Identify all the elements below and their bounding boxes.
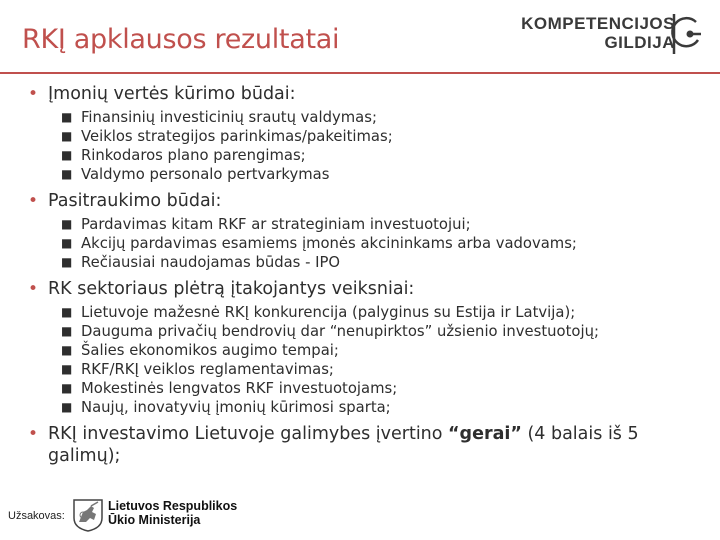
sub-list <box>28 108 708 184</box>
logo-line-1: KOMPETENCIJOS <box>521 14 675 33</box>
square-bullet-icon: ■ <box>61 110 73 124</box>
section-heading: Pasitraukimo būdai: <box>48 191 222 211</box>
section-growth-factors <box>28 278 708 417</box>
square-bullet-icon: ■ <box>61 129 73 143</box>
section-conclusion <box>28 423 708 467</box>
bullet-dot: • <box>28 279 39 299</box>
square-bullet-icon: ■ <box>61 324 73 338</box>
square-bullet-icon: ■ <box>61 305 73 319</box>
list-item: ■ Lietuvoje mažesnė RKĮ konkurencija (palyginus su Estija ir Latvija); <box>61 304 576 321</box>
kompetencijos-gildija-logo <box>500 14 705 56</box>
square-bullet-icon: ■ <box>61 381 73 395</box>
logo-line-2: GILDIJA <box>604 33 675 52</box>
title-divider <box>0 72 720 74</box>
bullet-dot: • <box>28 424 39 444</box>
slide-content <box>28 83 708 467</box>
logo-mark-icon <box>668 12 704 56</box>
square-bullet-icon: ■ <box>61 236 73 250</box>
list-item: ■ Rečiausiai naudojamas būdas - IPO <box>61 254 341 271</box>
square-bullet-icon: ■ <box>61 217 73 231</box>
sub-list <box>28 215 708 272</box>
vytis-crest-icon <box>72 498 104 532</box>
square-bullet-icon: ■ <box>61 148 73 162</box>
list-item: ■ Valdymo personalo pertvarkymas <box>61 166 330 183</box>
square-bullet-icon: ■ <box>61 362 73 376</box>
rating-value: “gerai” <box>448 424 522 444</box>
section-heading: RK sektoriaus plėtrą įtakojantys veiksniai: <box>48 279 415 299</box>
sub-list <box>28 303 708 417</box>
square-bullet-icon: ■ <box>61 400 73 414</box>
list-item: ■ Veiklos strategijos parinkimas/pakeitimas; <box>61 128 393 145</box>
bullet-dot: • <box>28 84 39 104</box>
conclusion-text: RKĮ investavimo Lietuvoje galimybes įvertino “gerai” (4 balais iš 5 galimų); <box>48 424 639 466</box>
list-item: ■ Dauguma privačių bendrovių dar “nenupirktos” užsienio investuotojų; <box>61 323 599 340</box>
bullet-dot: • <box>28 191 39 211</box>
list-item: ■ Rinkodaros plano parengimas; <box>61 147 306 164</box>
slide-title: RKĮ apklausos rezultatai <box>22 24 340 55</box>
section-heading: Įmonių vertės kūrimo būdai: <box>48 84 296 104</box>
client-label: Užsakovas: <box>8 510 65 522</box>
ministry-name: Lietuvos Respublikos Ūkio Ministerija <box>108 499 238 527</box>
list-item: ■ Šalies ekonomikos augimo tempai; <box>61 342 339 359</box>
square-bullet-icon: ■ <box>61 343 73 357</box>
list-item: ■ Pardavimas kitam RKF ar strateginiam investuotojui; <box>61 216 471 233</box>
list-item: ■ Mokestinės lengvatos RKF investuotojams; <box>61 380 398 397</box>
list-item: ■ Akcijų pardavimas esamiems įmonės akcininkams arba vadovams; <box>61 235 577 252</box>
section-exit-methods <box>28 190 708 272</box>
list-item: ■ Finansinių investicinių srautų valdymas; <box>61 109 377 126</box>
list-item: ■ Naujų, inovatyvių įmonių kūrimosi sparta; <box>61 399 391 416</box>
square-bullet-icon: ■ <box>61 167 73 181</box>
square-bullet-icon: ■ <box>61 255 73 269</box>
section-value-creation <box>28 83 708 184</box>
list-item: ■ RKF/RKĮ veiklos reglamentavimas; <box>61 361 334 378</box>
